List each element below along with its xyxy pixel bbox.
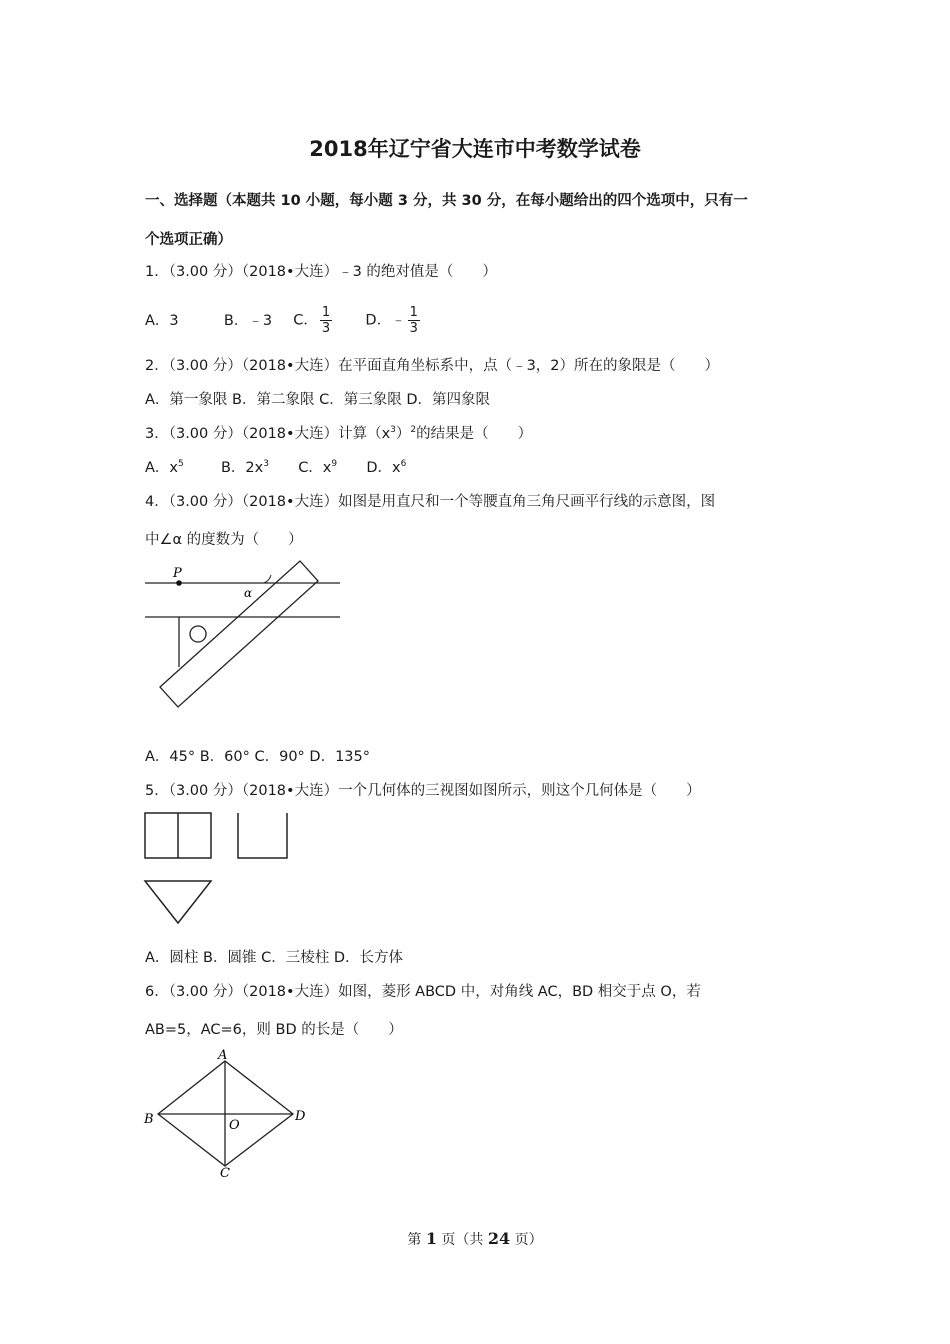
- q3-stem-exp1: 3: [390, 425, 396, 436]
- q1-option-c: [293, 305, 334, 336]
- angle-alpha-arc: [264, 575, 271, 583]
- label-d: D: [295, 1109, 306, 1124]
- q3-options: [145, 456, 406, 477]
- footer-total-pages: 24: [487, 1229, 511, 1248]
- q3-option-b: B．$2x^3$: [220, 459, 269, 476]
- q2-options: A．第一象限 B．第二象限 C．第三象限 D．第四象限: [145, 392, 490, 408]
- page-title: 2018年辽宁省大连市中考数学试卷: [309, 137, 641, 161]
- q6-stem-line1: 6．（3.00 分）（2018•大连）如图，菱形 ABCD 中，对角线 AC，BD 相交于点 O，若: [145, 984, 701, 1000]
- q4-stem-line1: 4．（3.00 分）（2018•大连）如图是用直尺和一个等腰直角三角尺画平行线的示意图，图: [145, 494, 716, 510]
- q3-stem: [145, 422, 532, 443]
- q1-c-denominator: 3: [321, 321, 331, 336]
- q1-option-a: A．3: [145, 312, 179, 329]
- triangle-hole: [190, 626, 206, 642]
- q5-stem: 5．（3.00 分）（2018•大连）一个几何体的三视图如图所示，则这个几何体是（ ）: [145, 783, 701, 799]
- q1-option-c-fraction: [320, 305, 332, 336]
- q3-stem-post: 的结果是（ ）: [416, 426, 533, 442]
- top-view: [145, 881, 211, 923]
- q1-c-numerator: 1: [321, 305, 331, 320]
- q1-stem: 1．（3.00 分）（2018•大连）﹣3 的绝对值是（ ）: [145, 264, 497, 280]
- q1-d-numerator: 1: [409, 305, 418, 320]
- q3-option-a: A．$x^5$: [145, 459, 184, 476]
- footer-mid: 页（共: [436, 1232, 488, 1248]
- q1-option-d: [365, 305, 421, 336]
- q1-option-d-sign: ﹣: [391, 312, 406, 329]
- point-p-dot: [176, 580, 182, 586]
- footer-post: 页）: [510, 1232, 543, 1248]
- q1-option-d-label: D．: [365, 312, 392, 329]
- label-c: C: [220, 1166, 230, 1179]
- q1-options: [145, 305, 422, 336]
- page-footer: [0, 1229, 950, 1249]
- q5-three-views-figure: [140, 805, 300, 930]
- q5-options: A．圆柱 B．圆锥 C．三棱柱 D．长方体: [145, 950, 403, 966]
- q1-option-c-label: C．: [293, 312, 318, 329]
- q3-option-d: D．$x^6$: [366, 459, 407, 476]
- q6-stem-line2: AB=5，AC=6，则 BD 的长是（ ）: [145, 1022, 403, 1038]
- footer-page-number: 1: [425, 1229, 437, 1248]
- q4-options: A．45° B．60° C．90° D．135°: [145, 749, 371, 765]
- label-p: P: [173, 566, 182, 581]
- label-a: A: [218, 1048, 228, 1063]
- q4-stem-line2: 中∠α 的度数为（ ）: [145, 532, 303, 548]
- q4-ruler-triangle-figure: [140, 555, 350, 715]
- q1-d-denominator: 3: [409, 321, 418, 336]
- footer-pre: 第: [407, 1232, 426, 1248]
- q1-option-b: B．﹣3: [223, 312, 273, 329]
- side-view: [238, 813, 287, 858]
- section-heading-line1: 一、选择题（本题共 10 小题，每小题 3 分，共 30 分，在每小题给出的四个选项中，只有一: [145, 193, 748, 209]
- q3-stem-exp2: 2: [410, 425, 417, 436]
- q3-option-c: C．$x^9$: [298, 459, 338, 476]
- q2-stem: 2．（3.00 分）（2018•大连）在平面直角坐标系中，点（﹣3，2）所在的象限是（ ）: [145, 358, 720, 374]
- q1-option-d-fraction: [408, 305, 420, 336]
- q6-rhombus-figure: [140, 1044, 320, 1179]
- section-heading-line2: 个选项正确）: [145, 232, 232, 248]
- label-alpha: α: [244, 586, 253, 600]
- label-b: B: [144, 1112, 154, 1127]
- q3-stem-mid: ）: [395, 426, 411, 442]
- q3-stem-pre: 3．（3.00 分）（2018•大连）计算（x: [145, 426, 391, 442]
- label-o: O: [229, 1118, 240, 1133]
